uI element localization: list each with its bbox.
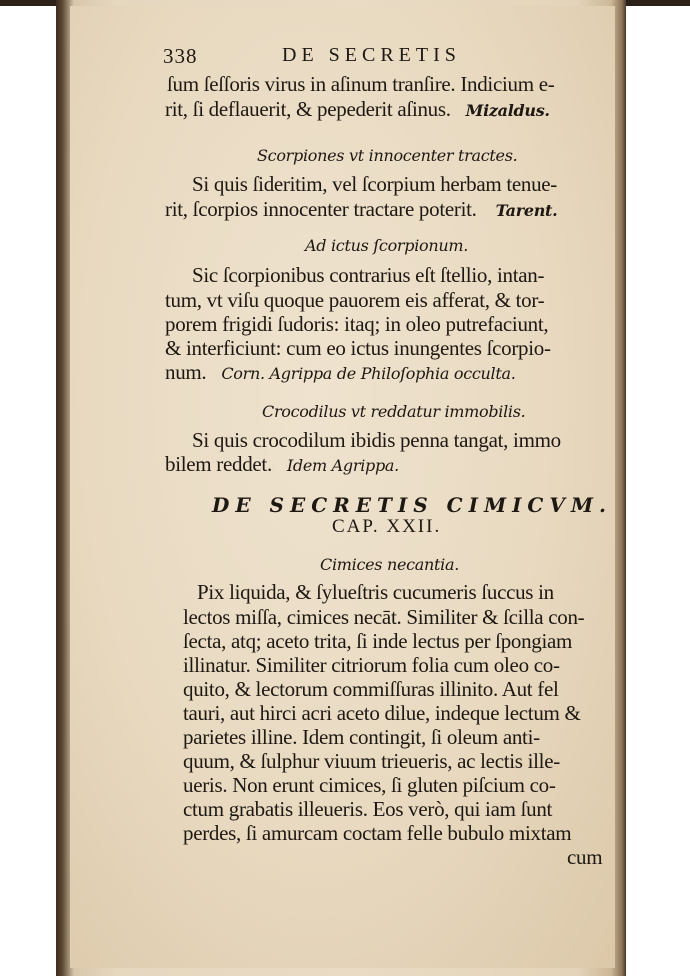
section-heading: Scorpiones vt innocenter tractes.	[257, 146, 518, 165]
chapter-number: CAP. XXII.	[332, 516, 442, 537]
text-line: porem frigidi ſudoris: itaq; in oleo putrefaciunt,	[165, 312, 549, 336]
text-line: Si quis crocodilum ibidis penna tangat, immo	[192, 428, 561, 452]
text-line: lectos miſſa, cimices necāt. Similiter & ſcilla con-	[183, 605, 585, 629]
section-heading: Crocodilus vt reddatur immobilis.	[262, 402, 526, 421]
text-line	[165, 452, 399, 477]
text-line: tauri, aut hirci acri aceto dilue, indeque lectum &	[183, 701, 581, 725]
catchword: cum	[567, 845, 603, 869]
text-line	[165, 360, 516, 385]
page-number: 338	[163, 44, 198, 68]
running-title: DE SECRETIS	[282, 44, 461, 66]
chapter-title: DE SECRETIS CIMICVM.	[212, 493, 612, 517]
text-line	[165, 97, 550, 122]
author-ref: Corn. Agrippa de Philoſophia occulta.	[221, 364, 516, 383]
text-line: Si quis ſideritim, vel ſcorpium herbam tenue-	[192, 172, 558, 196]
text-line: quum, & ſulphur viuum trieueris, ac lectis ille-	[183, 749, 560, 773]
text-line: Pix liquida, & ſylueſtris cucumeris ſuccus in	[197, 580, 554, 604]
text-line: parietes illine. Idem contingit, ſi oleum anti-	[183, 725, 540, 749]
text-line: ctum grabatis illeueris. Eos verò, qui iam ſunt	[183, 797, 553, 821]
text-line: ſum ſeſſoris virus in aſinum tranſire. Indicium e-	[167, 72, 555, 96]
text-line: Sic ſcorpionibus contrarius eſt ſtellio, intan-	[192, 263, 545, 287]
text-line-body: num.	[165, 360, 207, 384]
section-heading: Cimices necantia.	[320, 555, 460, 574]
text-line: & interficiunt: cum eo ictus inungentes ſcorpio-	[165, 336, 551, 360]
text-line: illinatur. Similiter citriorum folia cum oleo co-	[183, 653, 560, 677]
text-line: tum, vt viſu quoque pauorem eis afferat, & tor-	[165, 288, 545, 312]
text-line: quito, & lectorum commiſſuras illinito. Aut fel	[183, 677, 559, 701]
author-ref: Tarent.	[495, 201, 558, 220]
author-ref: Idem Agrippa.	[286, 456, 399, 475]
section-heading: Ad ictus ſcorpionum.	[305, 236, 469, 255]
text-line: ſecta, atq; aceto trita, ſi inde lectus per ſpongiam	[183, 629, 573, 653]
author-ref: Mizaldus.	[465, 101, 550, 120]
text-line	[165, 197, 557, 222]
text-line-body: rit, ſi deflauerit, & pepederit aſinus.	[165, 97, 451, 121]
text-line: perdes, ſi amurcam coctam felle bubulo mixtam	[183, 821, 572, 845]
text-line: ueris. Non erunt cimices, ſi gluten piſcium co-	[183, 773, 556, 797]
text-line-body: rit, ſcorpios innocenter tractare poterit.	[165, 197, 477, 221]
text-line-body: bilem reddet.	[165, 452, 272, 476]
